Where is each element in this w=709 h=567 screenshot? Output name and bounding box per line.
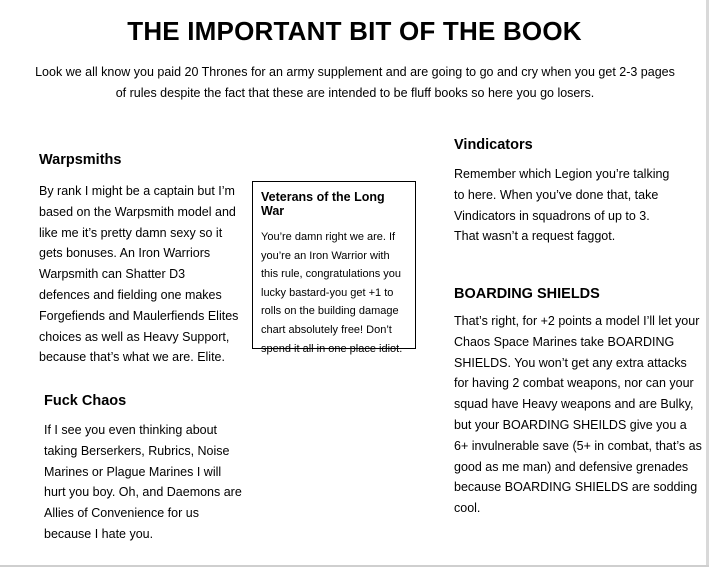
warpsmiths-body: By rank I might be a captain but I’m based on the Warpsmith model and like me it’s pretty damn sexy so it gets bonuses. An Iron Warriors Warpsmith can Shatter D3 defences and fielding one makes Forgefiends and Maulerfiends Elites choices as well as Heavy Support, because that’s what we are. Elite. <box>39 184 239 365</box>
vindicators-heading: Vindicators <box>454 137 533 153</box>
vindicators-body: Remember which Legion you’re talking to here. When you’ve done that, take Vindicators in squadrons of up to 3. That wasn’t a request faggot. <box>454 167 670 244</box>
fuck-chaos-body: If I see you even thinking about taking Berserkers, Rubrics, Noise Marines or Plague Marines I will hurt you boy. Oh, and Daemons are Allies of Convenience for us because I hate you. <box>44 423 242 541</box>
boarding-shields-heading: BOARDING SHIELDS <box>454 286 600 302</box>
warpsmiths-heading: Warpsmiths <box>39 152 122 168</box>
page-title: THE IMPORTANT BIT OF THE BOOK <box>127 16 582 46</box>
fuck-chaos-heading: Fuck Chaos <box>44 393 127 409</box>
veterans-heading: Veterans of the Long War <box>261 190 385 218</box>
boarding-shields-body: That’s right, for +2 points a model I’ll let your Chaos Space Marines take BOARDING SHIELDS. You won’t get any extra attacks for having 2 combat weapons, nor can your squad have Heavy weapons and are Bulky, but your BOARDING SHEILDS give you a 6+ invulnerable save (5+ in combat, that’s as good as me man) and defensive grenades because BOARDING SHIELDS are sodding cool. <box>454 314 702 516</box>
veterans-body: You’re damn right we are. If you’re an Iron Warrior with this rule, congratulations you lucky bastard-you get +1 to rolls on the building damage chart absolutely free! Don’t spend it all in one place idiot. <box>261 231 403 355</box>
veterans-box <box>252 181 416 355</box>
intro-paragraph: Look we all know you paid 20 Thrones for an army supplement and are going to go and cry when you get 2-3 pages of rules despite the fact that these are intended to be fluff books so here you go losers. <box>35 65 675 100</box>
